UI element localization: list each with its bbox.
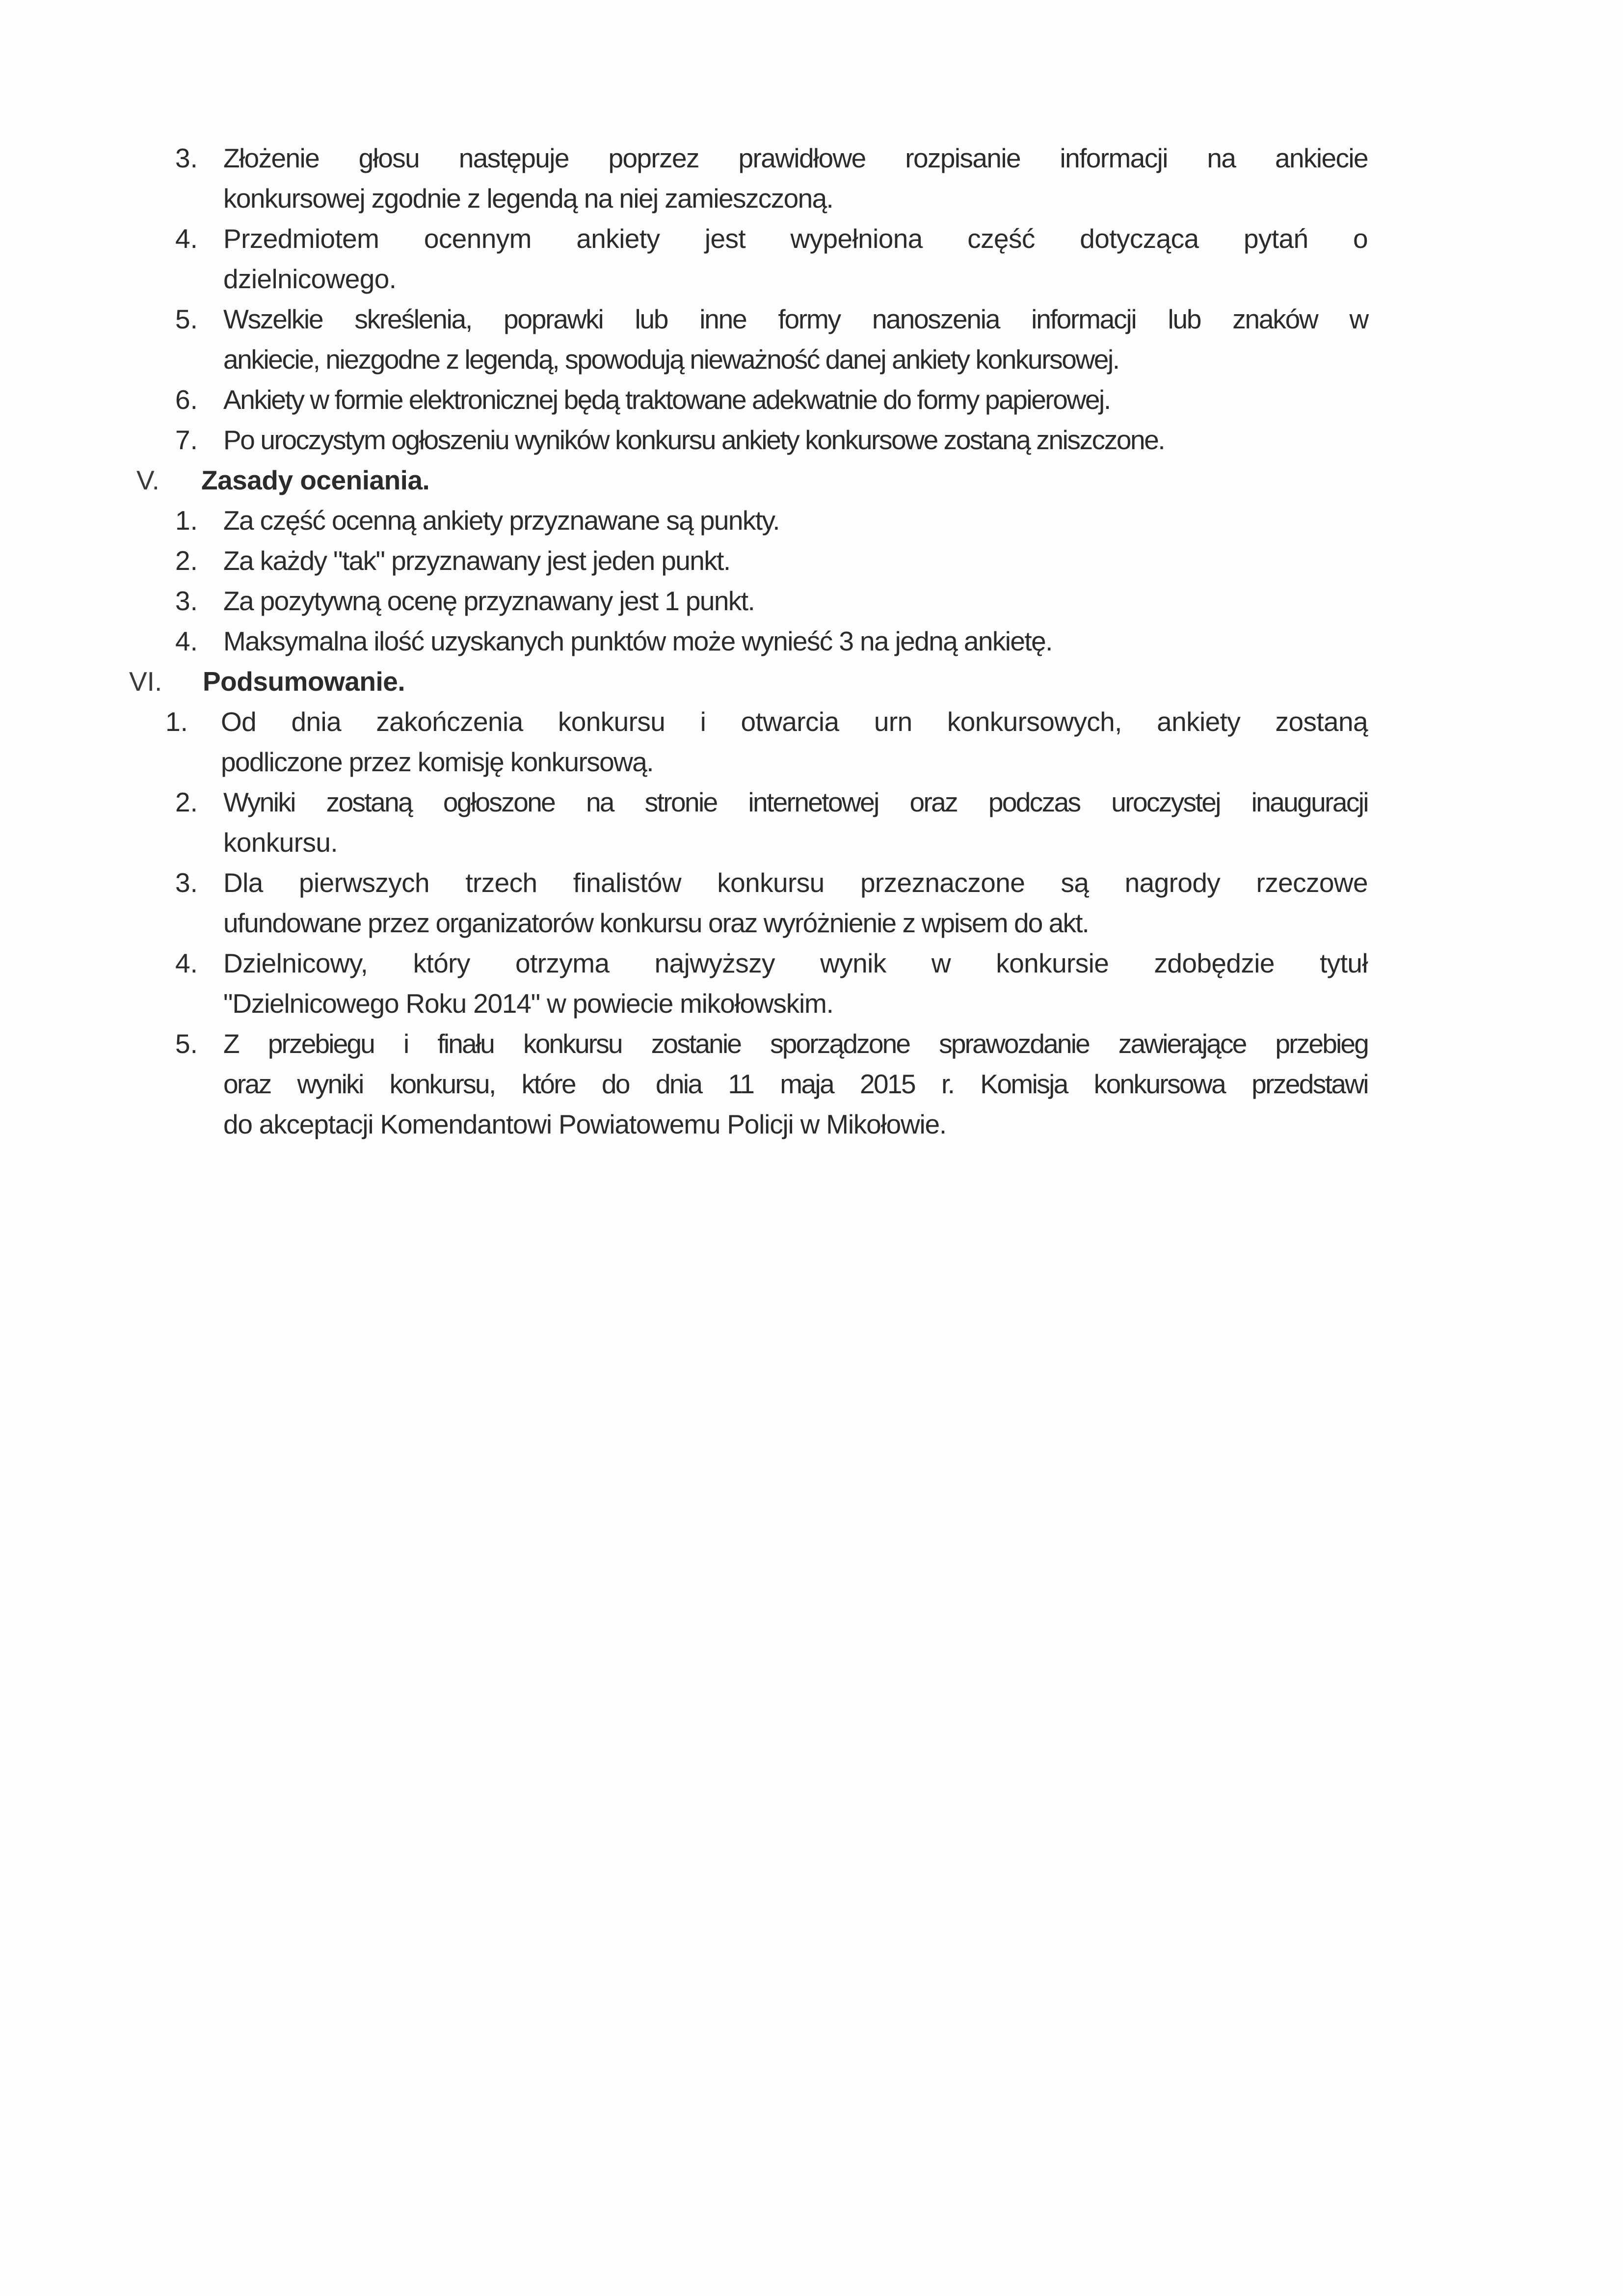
item-text-line: podliczone przez komisję konkursową. [221, 747, 653, 777]
section-numeral: V. [136, 465, 160, 495]
item-text-line: Z przebiegu i finału konkursu zostanie sporządzone sprawozdanie zawierające przebieg [223, 1028, 1368, 1059]
section-heading: Podsumowanie. [203, 666, 405, 697]
item-text-line: Dla pierwszych trzech finalistów konkursu przeznaczone są nagrody rzeczowe [223, 867, 1368, 898]
item-number: 1. [175, 505, 198, 536]
item-number: 4. [175, 948, 198, 978]
item-text-line: ankiecie, niezgodne z legendą, spowodują nieważność danej ankiety konkursowej. [223, 344, 1119, 375]
item-text-line: Po uroczystym ogłoszeniu wyników konkursu ankiety konkursowe zostaną zniszczone. [223, 425, 1165, 455]
item-text-line: Przedmiotem ocennym ankiety jest wypełniona część dotycząca pytań o [223, 223, 1368, 254]
item-text-line: oraz wyniki konkursu, które do dnia 11 maja 2015 r. Komisja konkursowa przedstawi [223, 1069, 1368, 1099]
item-number: 2. [175, 787, 198, 817]
item-text-line: Dzielnicowy, który otrzyma najwyższy wynik w konkursie zdobędzie tytuł [223, 948, 1368, 978]
item-text-line: Złożenie głosu następuje poprzez prawidłowe rozpisanie informacji na ankiecie [223, 143, 1368, 173]
item-number: 3. [175, 867, 198, 898]
item-text-line: dzielnicowego. [223, 264, 397, 294]
item-text-line: do akceptacji Komendantowi Powiatowemu Policji w Mikołowie. [223, 1109, 946, 1139]
item-number: 4. [175, 223, 198, 254]
item-text-line: konkursowej zgodnie z legendą na niej zamieszczoną. [223, 183, 833, 214]
section-numeral: VI. [129, 666, 162, 697]
item-text-line: konkursu. [223, 827, 338, 858]
item-number: 6. [175, 384, 198, 415]
item-number: 2. [175, 545, 198, 576]
item-text-line: Za część ocenną ankiety przyznawane są punkty. [223, 505, 779, 536]
item-text-line: Od dnia zakończenia konkursu i otwarcia urn konkursowych, ankiety zostaną [221, 706, 1368, 737]
item-number: 7. [175, 425, 198, 455]
item-number: 5. [175, 304, 198, 334]
item-text-line: Ankiety w formie elektronicznej będą traktowane adekwatnie do formy papierowej. [223, 384, 1110, 415]
section-heading: Zasady oceniania. [201, 465, 430, 495]
item-text-line: Za każdy "tak" przyznawany jest jeden punkt. [223, 545, 730, 576]
item-number: 3. [175, 586, 198, 616]
item-number: 3. [175, 143, 198, 173]
item-number: 1. [165, 706, 188, 737]
item-number: 5. [175, 1028, 198, 1059]
item-text-line: Wszelkie skreślenia, poprawki lub inne formy nanoszenia informacji lub znaków w [223, 304, 1368, 334]
item-text-line: "Dzielnicowego Roku 2014" w powiecie mikołowskim. [223, 988, 833, 1019]
item-text-line: Wyniki zostaną ogłoszone na stronie internetowej oraz podczas uroczystej inauguracji [223, 787, 1368, 817]
item-text-line: Za pozytywną ocenę przyznawany jest 1 punkt. [223, 586, 755, 616]
item-text-line: Maksymalna ilość uzyskanych punktów może wynieść 3 na jedną ankietę. [223, 626, 1052, 656]
item-number: 4. [175, 626, 198, 656]
item-text-line: ufundowane przez organizatorów konkursu oraz wyróżnienie z wpisem do akt. [223, 908, 1089, 938]
